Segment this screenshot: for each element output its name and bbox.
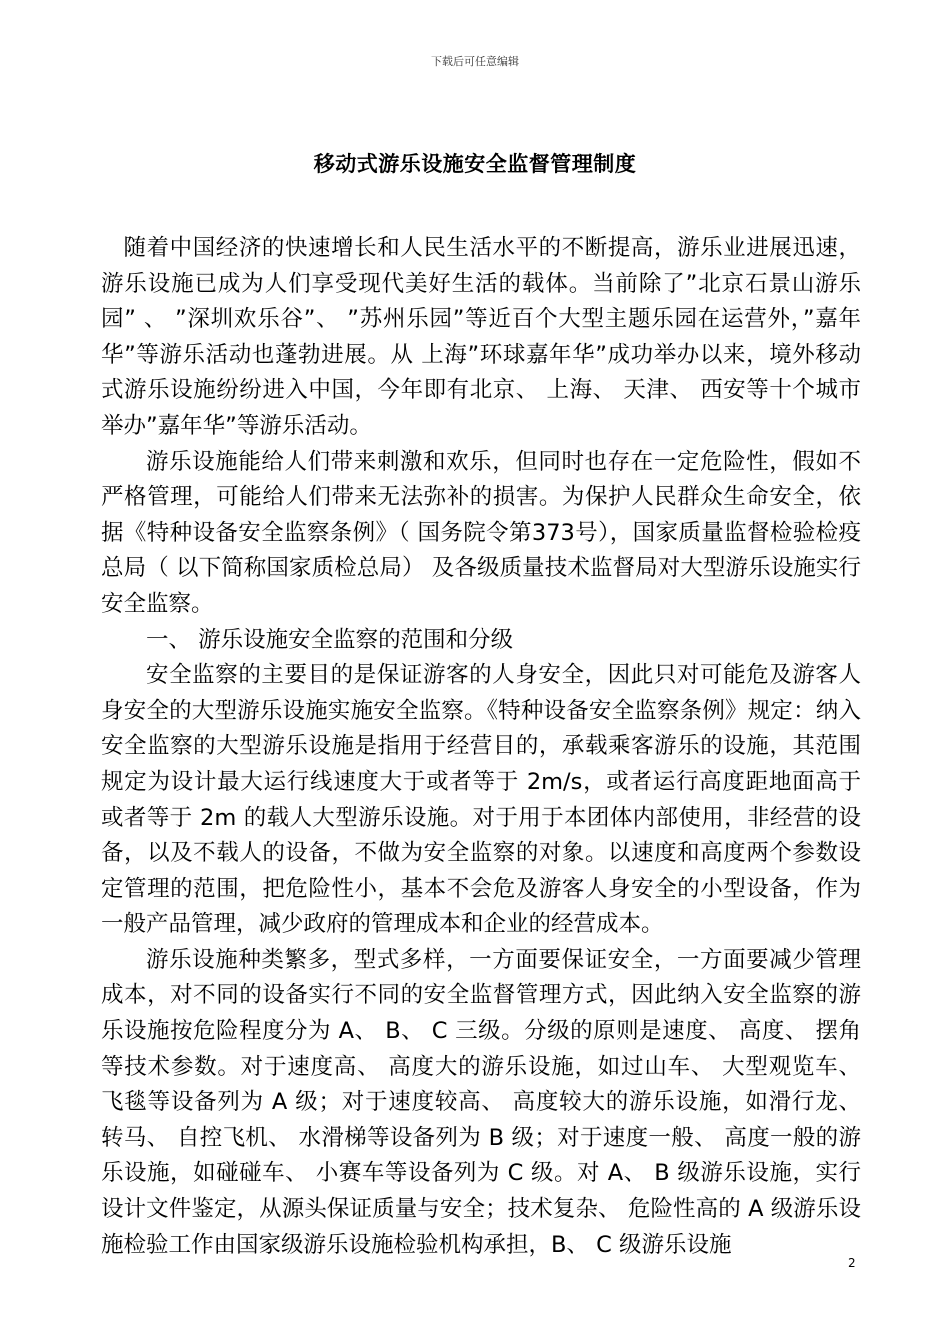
paragraph-classification: 游乐设施种类繁多，型式多样，一方面要保证安全，一方面要减少管理成本，对不同的设备实行不同的安全监督管理方式，因此纳入安全监察的游乐设施按危险程度分为 A、 B、 C 三级。分级的原则是速度、 高度、 摆角等技术参数。对于速度高、 高度大的游乐设施，如过山车、 大型观览车、 飞毯等设备列为 A 级；对于速度较高、 高度较大的游乐设施，如滑行龙、 转马、 自控飞机、 水滑梯等设备列为 B 级；对于速度一般、 高度一般的游乐设施，如碰碰车、 小赛车等设备列为 C 级。对 A、 B 级游乐设施，实行设计文件鉴定，从源头保证质量与安全；技术复杂、 危险性高的 A 级游乐设施检验工作由国家级游乐设施检验机构承担，B、 C 级游乐设施 — [101, 946, 861, 1258]
paragraph-scope: 安全监察的主要目的是保证游客的人身安全，因此只对可能危及游客人身安全的大型游乐设施实施安全监察。《特种设备安全监察条例》规定：纳入安全监察的大型游乐设施是指用于经营目的，承载乘客游乐的设施，其范围规定为设计最大运行线速度大于或者等于 2m/s，或者运行高度距地面高于或者等于 2m 的载人大型游乐设施。对于用于本团体内部使用，非经营的设备，以及不载人的设备，不做为安全监察的对象。以速度和高度两个参数设定管理的范围，把危险性小，基本不会危及游客人身安全的小型设备，作为一般产品管理，减少政府的管理成本和企业的经营成本。 — [101, 662, 861, 938]
paragraph-intro: 随着中国经济的快速增长和人民生活水平的不断提高，游乐业进展迅速，游乐设施已成为人们享受现代美好生活的载体。当前除了”北京石景山游乐园” 、 ”深圳欢乐谷”、 ”苏州乐园”等近百个大型主题乐园在运营外，”嘉年华”等游乐活动也蓬勃进展。从 上海”环球嘉年华”成功举办以来，境外移动式游乐设施纷纷进入中国，今年即有北京、 上海、 天津、 西安等十个城市举办”嘉年华”等游乐活动。 — [101, 235, 861, 439]
paragraph-risk: 游乐设施能给人们带来刺激和欢乐，但同时也存在一定危险性，假如不严格管理，可能给人们带来无法弥补的损害。为保护人民群众生命安全，依据《特种设备安全监察条例》（ 国务院令第373号），国家质量监督检验检疫总局（ 以下简称国家质检总局） 及各级质量技术监督局对大型游乐设施实行安全监察。 — [101, 448, 861, 617]
document-title: 移动式游乐设施安全监督管理制度 — [313, 152, 637, 176]
page-number: 2 — [848, 1256, 856, 1270]
page-header: 下载后可任意编辑 — [431, 55, 519, 68]
section-heading: 一、 游乐设施安全监察的范围和分级 — [146, 626, 514, 653]
document-body — [101, 231, 861, 1263]
